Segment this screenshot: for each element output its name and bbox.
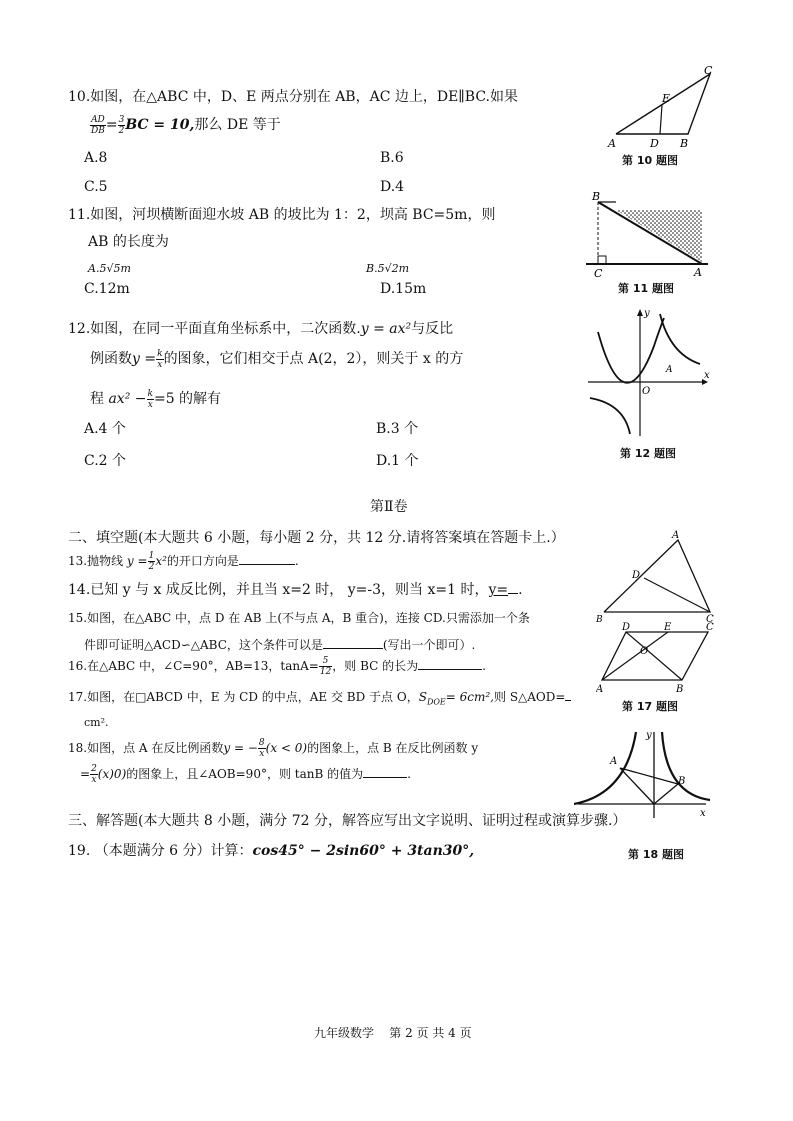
q14: 14.已知 y 与 x 成反比例，并且当 x=2 时， y=-3，则当 x=1 时，y= . [68, 582, 523, 598]
svg-text:C: C [594, 267, 603, 280]
svg-text:D: D [622, 622, 631, 633]
q15-triangle-figure [596, 530, 718, 622]
q16-answer-blank [418, 669, 482, 670]
svg-text:E: E [664, 622, 672, 633]
q18-line2: = $\frac{2}{x}$ (x)0)的图象上，且∠AOB=90°，则 tanB 的值为 . [80, 764, 411, 785]
q12-caption: 第 12 题图 [620, 447, 676, 460]
svg-text:B: B [680, 137, 689, 150]
q13: 13.抛物线 y = $\frac{1}{2}$ x²的开口方向是 . [68, 551, 299, 572]
q16: 16.在△ABC 中，∠C=90°，AB=13，tanA= $\frac{5}{12}$ ，则 BC 的长为 . [68, 656, 486, 677]
q19: 19. （本题满分 6 分）计算：cos45° − 2sin60° + 3tan30°, [68, 843, 475, 859]
svg-text:A: A [694, 266, 702, 279]
q10-caption: 第 10 题图 [622, 154, 678, 167]
svg-text:x: x [704, 370, 710, 381]
svg-text:A: A [666, 365, 673, 375]
svg-text:A: A [608, 137, 616, 150]
svg-text:A: A [610, 756, 618, 767]
q15-line1: 15.如图，在△ABC 中，点 D 在 AB 上(不与点 A，B 重合)，连接 CD.只需添加一个条 [68, 611, 530, 625]
q12-graph-figure [584, 306, 714, 440]
q12-option-a: A.4 个 [84, 421, 126, 437]
q16-tan-fraction: $\frac{5}{12}$ [319, 656, 332, 677]
q12-option-b: B.3 个 [376, 421, 419, 437]
q10-triangle-figure [600, 64, 730, 154]
svg-text:A: A [672, 530, 680, 541]
page-footer: 九年级数学 第 2 页 共 4 页 [314, 1026, 472, 1040]
q14-answer: y= [488, 582, 509, 598]
part3-section-heading: 三、解答题(本大题共 8 小题，满分 72 分，解答应写出文字说明、证明过程或演算步骤.） [68, 813, 627, 829]
q15-answer-blank [323, 648, 383, 649]
svg-text:O: O [640, 646, 649, 657]
svg-text:B: B [678, 776, 686, 787]
q11-option-b: B.5√2m [366, 262, 410, 275]
q18-caption: 第 18 题图 [628, 848, 684, 861]
q18-two-over-x: $\frac{2}{x}$ [91, 764, 97, 785]
q18-answer-blank [363, 777, 407, 778]
q14-answer-blank [508, 593, 518, 594]
q10-three-halves: $\frac{3}{2}$ [118, 114, 125, 136]
q10-ratio-fraction: $\frac{AD}{DB}$ [91, 114, 105, 136]
q11-dam-figure [582, 190, 722, 280]
q10-stem: 10.如图，在△ABC 中，D、E 两点分别在 AB，AC 边上，DE∥BC.如果 [68, 89, 518, 105]
svg-text:C: C [706, 614, 714, 622]
q10-option-c: C.5 [84, 179, 108, 195]
q12-option-c: C.2 个 [84, 453, 127, 469]
q10-option-b: B.6 [380, 150, 404, 166]
q17: 17.如图，在□ABCD 中，E 为 CD 的中点，AE 交 BD 于点 O，$S_{DOE}= 6cm^2$,则 S△AOD= [68, 688, 571, 706]
svg-text:x: x [700, 808, 706, 819]
q12-k-over-x: $\frac{k}{x}$ [157, 348, 163, 370]
q17-caption: 第 17 题图 [622, 700, 678, 713]
q13-answer-blank [239, 564, 295, 565]
q12-line2: 例函数y = $\frac{k}{x}$ 的图象，它们相交于点 A(2，2），则关于 x 的方 [90, 348, 464, 370]
q12-stem: 12.如图，在同一平面直角坐标系中，二次函数.y = ax²与反比 [68, 321, 454, 337]
q11-caption: 第 11 题图 [618, 282, 674, 295]
svg-text:B: B [596, 615, 603, 622]
q17-parallelogram-figure [596, 620, 718, 696]
q17-line2: cm². [84, 716, 109, 729]
q18-line1: 18.如图，点 A 在反比例函数y = − $\frac{8}{x}$ (x < 0)的图象上，点 B 在反比例函数 y [68, 738, 479, 759]
svg-text:E: E [662, 92, 671, 105]
q11-option-c: C.12m [84, 281, 130, 297]
svg-text:y: y [646, 730, 652, 741]
q11-option-a: A.5√5m [88, 262, 131, 275]
q18-eight-over-x: $\frac{8}{x}$ [258, 738, 265, 759]
svg-text:D: D [650, 137, 659, 150]
q13-half: $\frac{1}{2}$ [148, 551, 155, 572]
part2-section-heading: 二、填空题(本大题共 6 小题，每小题 2 分，共 12 分.请将答案填在答题卡上.） [68, 530, 565, 546]
q15-line2: 件即可证明△ACD∽△ABC，这个条件可以是 (写出一个即可）. [84, 638, 476, 652]
q12-option-d: D.1 个 [376, 453, 419, 469]
svg-text:y: y [644, 308, 650, 319]
q10-option-d: D.4 [380, 179, 405, 195]
q11-stem: 11.如图，河坝横断面迎水坡 AB 的坡比为 1：2，坝高 BC=5m，则 [68, 207, 496, 223]
svg-text:C: C [706, 622, 714, 633]
svg-text:B: B [592, 190, 601, 203]
svg-text:C: C [704, 64, 713, 77]
q11-option-d: D.15m [380, 281, 427, 297]
svg-text:B: B [676, 684, 684, 695]
q11-stem-line2: AB 的长度为 [88, 234, 169, 250]
part2-title: 第Ⅱ卷 [370, 499, 408, 515]
q18-graph-figure [574, 728, 714, 820]
svg-text:D: D [632, 570, 641, 581]
q12-line3: 程 ax² − $\frac{k}{x}$ =5 的解有 [90, 388, 222, 410]
svg-text:O: O [642, 386, 651, 397]
q10-option-a: A.8 [84, 150, 108, 166]
q12-k-over-x-2: $\frac{k}{x}$ [147, 388, 153, 410]
q10-condition: $\frac{AD}{DB}$ = $\frac{3}{2}$ BC = 10,那么 DE 等于 [91, 114, 281, 136]
svg-text:A: A [596, 684, 604, 695]
q17-answer-blank [565, 700, 571, 701]
